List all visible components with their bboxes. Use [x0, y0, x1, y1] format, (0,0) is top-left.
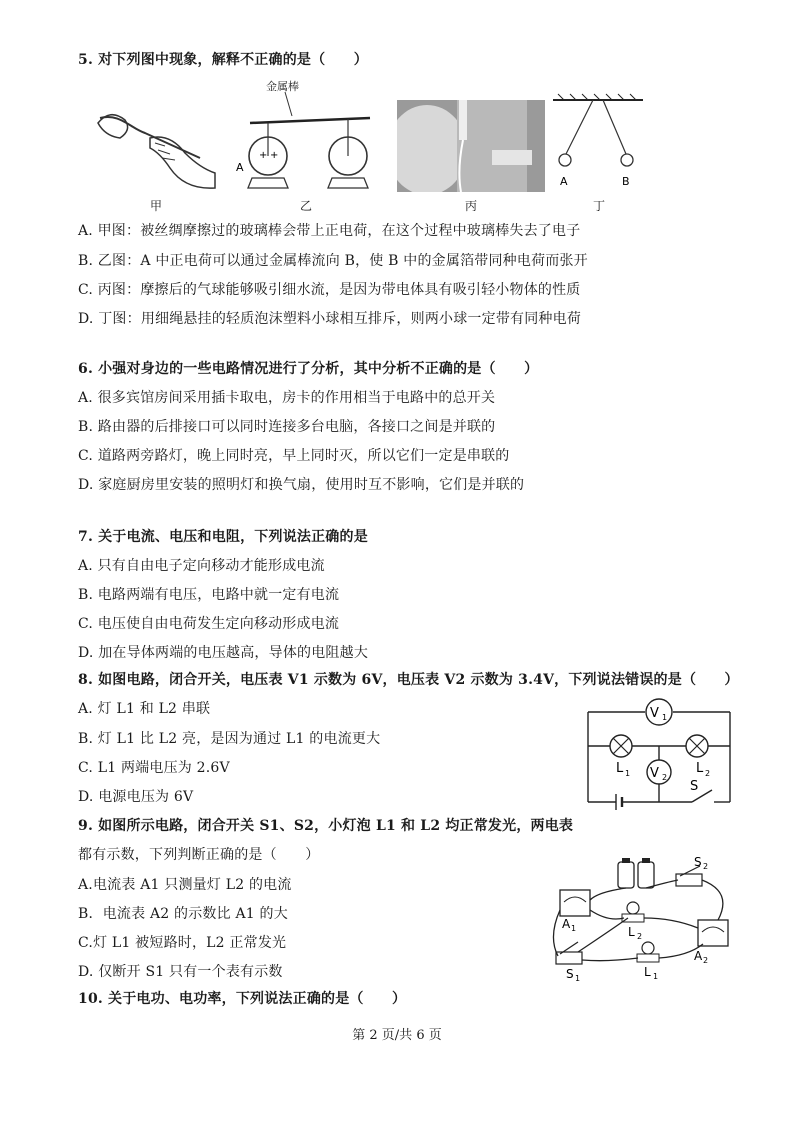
q5-option-c: C. 丙图：摩擦后的气球能够吸引细水流，是因为带电体具有吸引轻小物体的性质: [78, 282, 581, 298]
svg-text:2: 2: [703, 862, 709, 871]
q9-stem-line1: 9. 如图所示电路，闭合开关 S1、S2，小灯泡 L1 和 L2 均正常发光，两电表: [78, 818, 574, 834]
q5-option-d: D. 丁图：用细绳悬挂的轻质泡沫塑料小球相互排斥，则两小球一定带有同种电荷: [78, 311, 582, 327]
svg-text:1: 1: [653, 972, 659, 981]
s2-label: S: [694, 855, 702, 869]
a2-label: A: [694, 949, 703, 963]
q9-circuit-sketch: [548, 852, 748, 982]
q5-option-a: A. 甲图：被丝绸摩擦过的玻璃棒会带上正电荷，在这个过程中玻璃棒失去了电子: [78, 223, 581, 239]
figure-jia: [90, 98, 220, 193]
q8-stem: 8. 如图电路，闭合开关，电压表 V1 示数为 6V，电压表 V2 示数为 3.4V，下列说法错误的是（ ）: [78, 672, 739, 688]
l1-sketch-label: L: [644, 965, 651, 979]
q6-option-c: C. 道路两旁路灯，晚上同时亮，早上同时灭，所以它们一定是串联的: [78, 448, 510, 464]
svg-text:+: +: [259, 150, 268, 161]
v2-symbol: V: [650, 766, 659, 781]
v1-symbol: V: [650, 706, 659, 721]
l1-label: L: [616, 761, 624, 776]
figure-bing-photo: [397, 100, 545, 192]
caption-yi: 乙: [300, 199, 313, 213]
q6-option-b: B. 路由器的后排接口可以同时连接多台电脑，各接口之间是并联的: [78, 419, 496, 435]
q6-option-d: D. 家庭厨房里安装的照明灯和换气扇，使用时互不影响，它们是并联的: [78, 477, 525, 493]
caption-ding: 丁: [593, 199, 606, 213]
l2-sketch-label: L: [628, 925, 635, 939]
q8-circuit-diagram: [580, 698, 740, 810]
svg-text:+: +: [270, 150, 279, 161]
q8-option-b: B. 灯 L1 比 L2 亮，是因为通过 L1 的电流更大: [78, 731, 381, 747]
q5-stem: 5. 对下列图中现象，解释不正确的是（ ）: [78, 52, 368, 68]
q7-option-d: D. 加在导体两端的电压越高，导体的电阻越大: [78, 645, 369, 661]
switch-label: S: [690, 779, 699, 794]
ball-a-label: A: [560, 175, 568, 188]
ball-b-label: B: [622, 175, 630, 188]
svg-text:2: 2: [637, 932, 643, 941]
q7-option-c: C. 电压使自由电荷发生定向移动形成电流: [78, 616, 340, 632]
a1-label: A: [562, 917, 571, 931]
svg-text:1: 1: [571, 924, 577, 933]
l2-label: L: [696, 761, 704, 776]
page-footer: 第 2 页/共 6 页: [352, 1028, 442, 1043]
figure-ding: [548, 92, 648, 192]
q9-option-a: A.电流表 A1 只测量灯 L2 的电流: [78, 877, 292, 893]
svg-text:1: 1: [625, 769, 631, 778]
q7-stem: 7. 关于电流、电压和电阻，下列说法正确的是: [78, 529, 368, 545]
q7-option-a: A. 只有自由电子定向移动才能形成电流: [78, 558, 325, 574]
q10-stem: 10. 关于电功、电功率，下列说法正确的是（ ）: [78, 991, 407, 1007]
caption-bing: 丙: [465, 199, 478, 213]
caption-jia: 甲: [150, 199, 163, 213]
s1-label: S: [566, 967, 574, 981]
q8-option-a: A. 灯 L1 和 L2 串联: [78, 701, 211, 717]
q8-option-c: C. L1 两端电压为 2.6V: [78, 760, 230, 776]
svg-text:1: 1: [662, 713, 668, 722]
electroscope-a-label: A: [236, 161, 244, 174]
q7-option-b: B. 电路两端有电压，电路中就一定有电流: [78, 587, 340, 603]
q9-stem-line2: 都有示数，下列判断正确的是（ ）: [78, 847, 320, 863]
q6-option-a: A. 很多宾馆房间采用插卡取电，房卡的作用相当于电路中的总开关: [78, 390, 496, 406]
metal-rod-label: 金属棒: [266, 80, 299, 93]
svg-text:1: 1: [575, 974, 581, 982]
svg-text:2: 2: [705, 769, 711, 778]
figure-yi: [230, 78, 380, 196]
q6-stem: 6. 小强对身边的一些电路情况进行了分析，其中分析不正确的是（ ）: [78, 361, 539, 377]
q5-option-b: B. 乙图：A 中正电荷可以通过金属棒流向 B，使 B 中的金属箔带同种电荷而张开: [78, 253, 588, 269]
q8-option-d: D. 电源电压为 6V: [78, 789, 194, 805]
svg-text:2: 2: [703, 956, 709, 965]
q9-option-c: C.灯 L1 被短路时，L2 正常发光: [78, 935, 287, 951]
svg-text:2: 2: [662, 773, 668, 782]
q9-option-b: B．电流表 A2 的示数比 A1 的大: [78, 906, 288, 922]
q9-option-d: D. 仅断开 S1 只有一个表有示数: [78, 964, 283, 980]
